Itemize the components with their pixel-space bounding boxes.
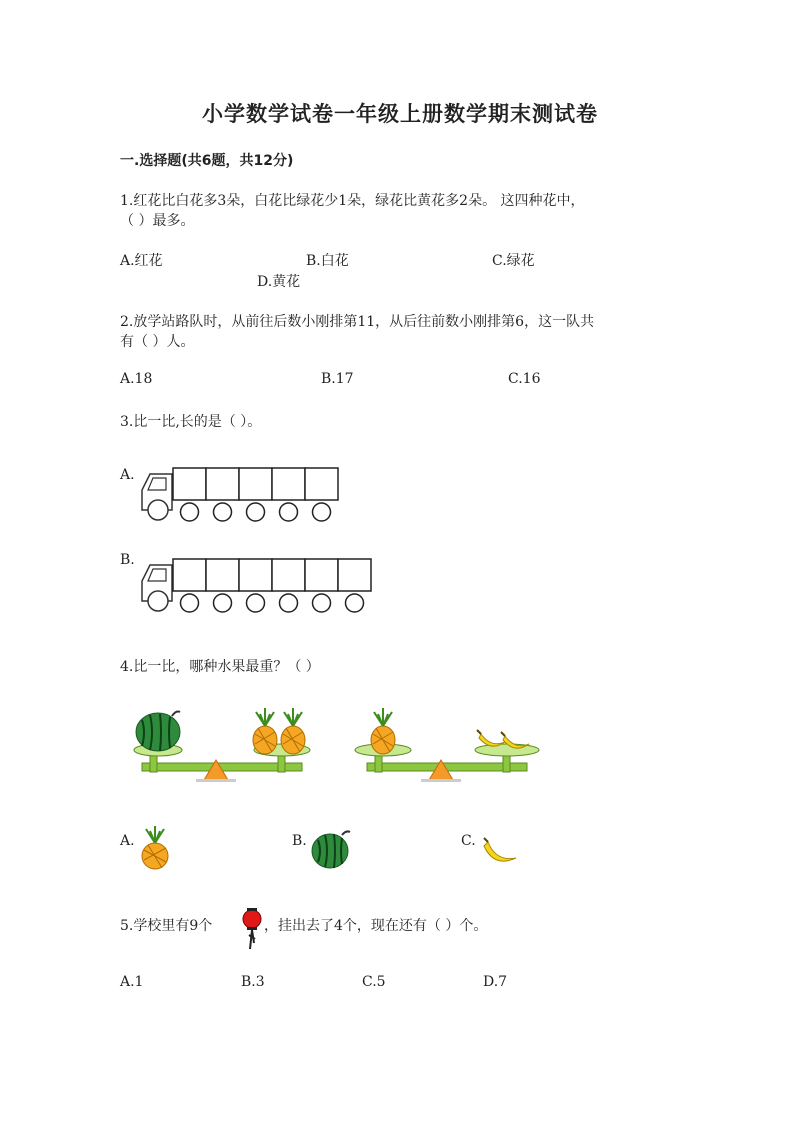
lantern-icon: [240, 905, 264, 951]
section-heading: 一.选择题(共6题，共12分): [120, 153, 294, 169]
question-1-line-1: 1.红花比白花多3朵，白花比绿花少1朵，绿花比黄花多2朵。 这四种花中，: [120, 193, 585, 209]
question-4-option-b[interactable]: B.: [292, 833, 307, 849]
question-2-option-c[interactable]: C.16: [508, 371, 541, 387]
question-1-option-a[interactable]: A.红花: [120, 253, 163, 269]
truck-cargo-box: [239, 468, 272, 500]
balance-scale-watermelon-vs-pineapples: [120, 708, 340, 788]
truck-wheel: [346, 594, 364, 612]
question-1-option-c[interactable]: C.绿花: [492, 253, 535, 269]
truck-cargo-box: [173, 559, 206, 591]
truck-wheel: [247, 594, 265, 612]
pineapple-icon: [281, 708, 305, 754]
question-5-option-b[interactable]: B.3: [241, 974, 265, 990]
truck-cargo-box: [305, 468, 338, 500]
truck-cargo-box: [305, 559, 338, 591]
question-4-option-a[interactable]: A.: [120, 833, 135, 849]
truck-wheel: [280, 594, 298, 612]
truck-b-illustration: [140, 553, 380, 618]
pineapple-icon: [253, 708, 277, 754]
question-1-option-d[interactable]: D.黄花: [257, 274, 301, 290]
truck-wheel: [313, 503, 331, 521]
pineapple-icon: [138, 826, 174, 870]
question-3-option-a[interactable]: A.: [120, 467, 135, 483]
truck-wheel: [181, 503, 199, 521]
truck-cargo-box: [206, 559, 239, 591]
truck-cargo-box: [272, 559, 305, 591]
question-4-option-c[interactable]: C.: [461, 833, 476, 849]
watermelon-icon: [136, 712, 180, 752]
truck-front-wheel: [148, 591, 168, 611]
question-5-option-c[interactable]: C.5: [362, 974, 386, 990]
question-2-line-2: 有（ ）人。: [120, 334, 195, 350]
truck-wheel: [214, 594, 232, 612]
question-2-option-a[interactable]: A.18: [120, 371, 153, 387]
question-5-part-2: ，挂出去了4个，现在还有（ ）个。: [264, 918, 488, 934]
question-2-line-1: 2.放学站路队时，从前往后数小刚排第11，从后往前数小刚排第6，这一队共: [120, 314, 595, 330]
question-5-option-d[interactable]: D.7: [483, 974, 508, 990]
truck-wheel: [247, 503, 265, 521]
watermelon-icon: [310, 830, 352, 870]
question-3-text: 3.比一比,长的是（ ）。: [120, 414, 262, 430]
balance-scale-pineapple-vs-bananas: [345, 708, 565, 788]
pineapple-icon: [371, 708, 395, 754]
truck-front-wheel: [148, 500, 168, 520]
question-4-text: 4.比一比，哪种水果最重？（ ）: [120, 659, 320, 675]
question-5-option-a[interactable]: A.1: [120, 974, 144, 990]
truck-cargo-box: [206, 468, 239, 500]
truck-wheel: [280, 503, 298, 521]
truck-cargo-box: [338, 559, 371, 591]
question-1-line-2: （ ）最多。: [120, 213, 195, 229]
truck-a-illustration: [140, 462, 360, 527]
truck-wheel: [214, 503, 232, 521]
question-5-part-1: 5.学校里有9个: [120, 918, 213, 934]
truck-wheel: [313, 594, 331, 612]
banana-icon: [478, 836, 520, 870]
page-title: 小学数学试卷一年级上册数学期末测试卷: [202, 102, 598, 126]
truck-cargo-box: [272, 468, 305, 500]
question-1-option-b[interactable]: B.白花: [306, 253, 349, 269]
truck-cargo-box: [239, 559, 272, 591]
question-3-option-b[interactable]: B.: [120, 552, 135, 568]
truck-cargo-box: [173, 468, 206, 500]
truck-wheel: [181, 594, 199, 612]
question-2-option-b[interactable]: B.17: [321, 371, 354, 387]
